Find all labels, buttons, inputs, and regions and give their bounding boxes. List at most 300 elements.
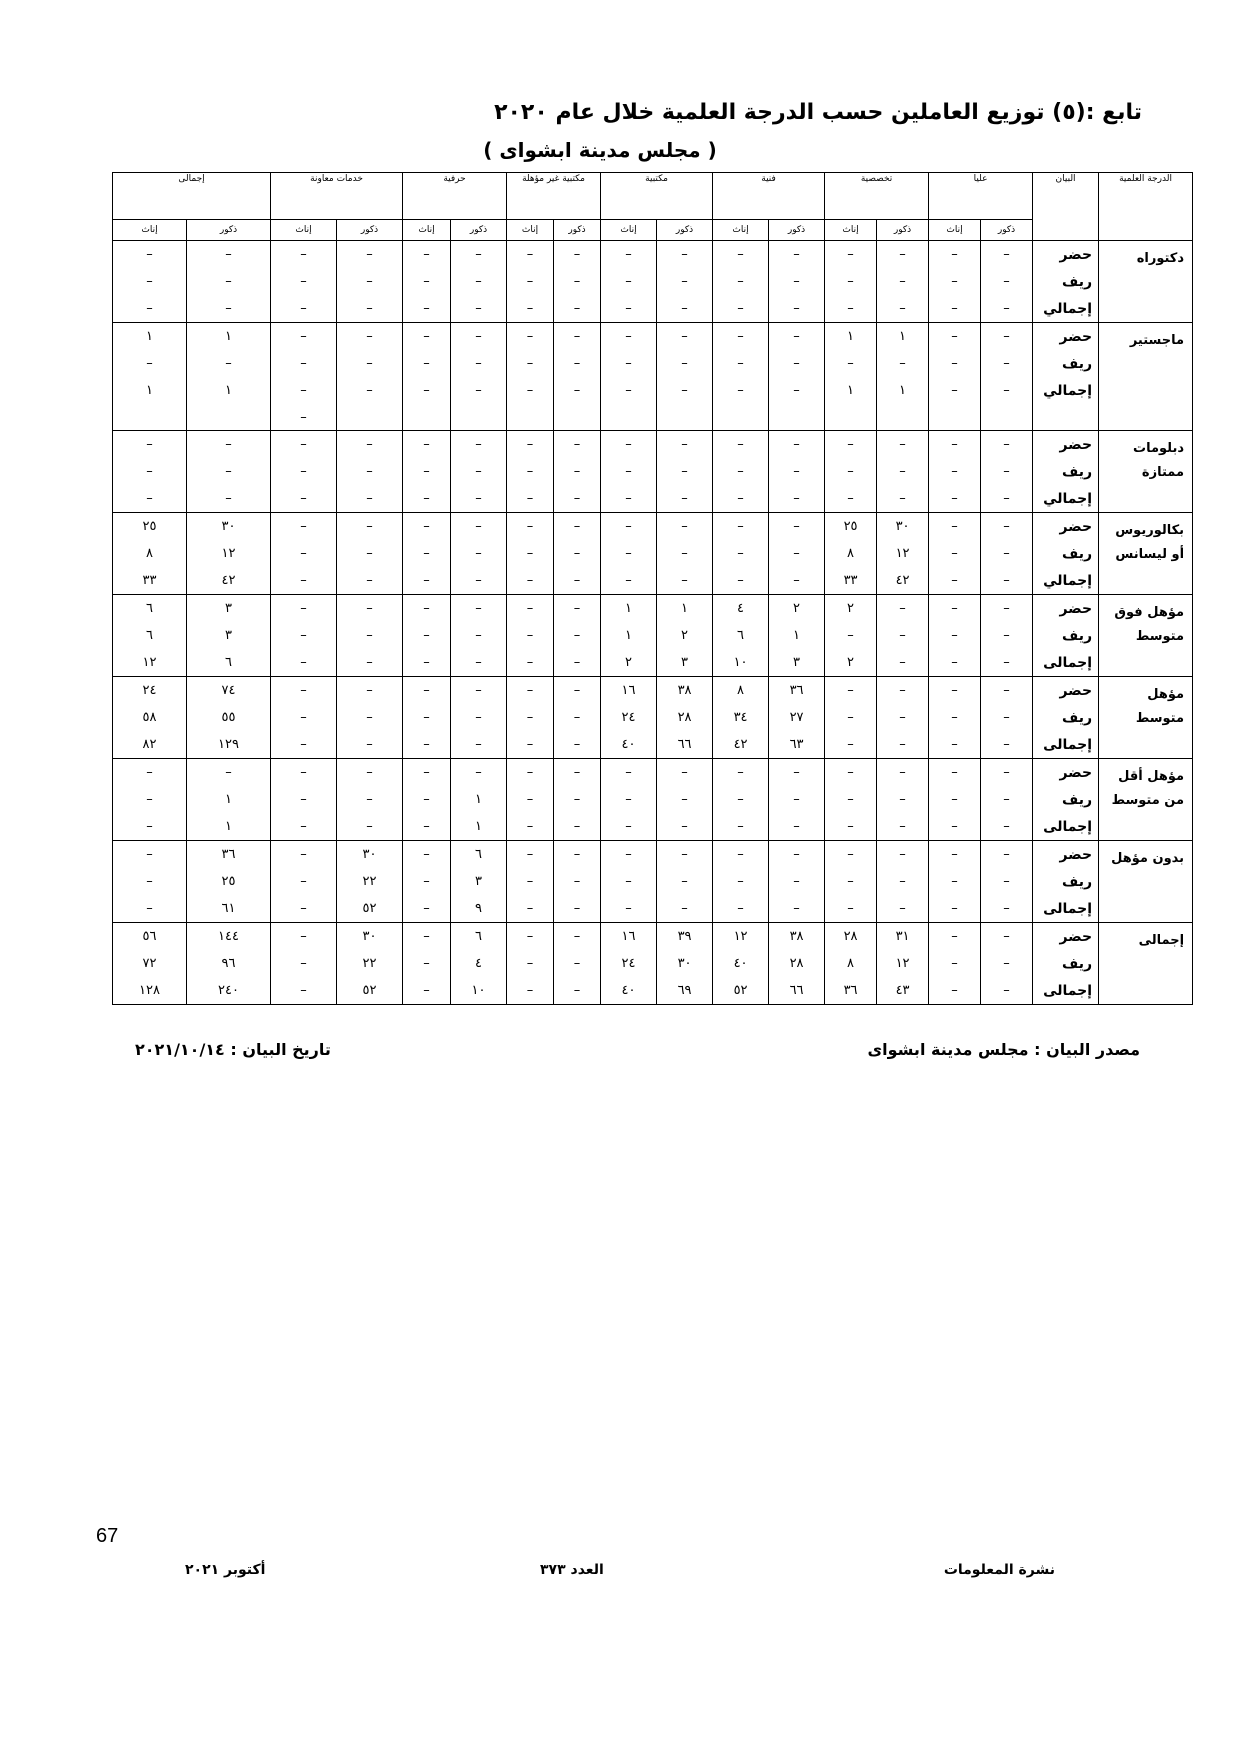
table-cell: ٣٨ — [769, 923, 825, 951]
table-row — [113, 786, 1193, 813]
table-cell: ٢٢ — [337, 868, 403, 895]
table-cell: – — [403, 458, 451, 485]
row-label: ريف — [1033, 950, 1099, 977]
table-cell: – — [825, 759, 877, 787]
table-cell: – — [337, 567, 403, 595]
table-cell: – — [337, 677, 403, 705]
table-cell: – — [403, 377, 451, 404]
table-cell: – — [929, 759, 981, 787]
table-cell: – — [981, 704, 1033, 731]
table-cell: – — [713, 841, 769, 869]
row-label: حضر — [1033, 513, 1099, 541]
table-cell — [337, 404, 403, 431]
table-cell: – — [601, 895, 657, 923]
table-cell: – — [187, 431, 271, 459]
table-cell: – — [271, 813, 337, 841]
table-cell: – — [187, 759, 271, 787]
table-cell: ١ — [187, 786, 271, 813]
header-col: إجمالى — [113, 173, 271, 220]
table-cell: – — [877, 431, 929, 459]
table-cell: – — [507, 950, 554, 977]
table-cell: – — [601, 431, 657, 459]
table-row — [113, 595, 1193, 623]
page-number: 67 — [96, 1525, 119, 1547]
table-cell: – — [451, 295, 507, 323]
table-cell: – — [271, 950, 337, 977]
table-cell: – — [601, 458, 657, 485]
table-cell: ٣٠ — [657, 950, 713, 977]
table-row — [113, 759, 1193, 787]
table-cell: – — [825, 868, 877, 895]
table-cell: – — [507, 350, 554, 377]
table-cell: – — [713, 813, 769, 841]
subheader-male: ذكور — [981, 220, 1033, 241]
table-cell: – — [601, 841, 657, 869]
table-cell: – — [713, 323, 769, 351]
table-cell: – — [713, 513, 769, 541]
table-cell: – — [451, 377, 507, 404]
table-cell: – — [271, 841, 337, 869]
table-cell: – — [554, 350, 601, 377]
table-cell: – — [769, 786, 825, 813]
table-cell: – — [877, 786, 929, 813]
table-cell: – — [337, 350, 403, 377]
table-cell: ٤٢ — [877, 567, 929, 595]
table-cell: – — [403, 677, 451, 705]
table-cell: – — [337, 241, 403, 269]
table-cell: – — [403, 950, 451, 977]
table-cell: – — [187, 350, 271, 377]
table-row — [113, 241, 1193, 269]
table-cell: – — [554, 431, 601, 459]
table-cell: – — [554, 540, 601, 567]
table-cell: – — [601, 540, 657, 567]
table-cell: – — [403, 923, 451, 951]
table-cell: ٥٨ — [113, 704, 187, 731]
table-cell: ٣٣ — [113, 567, 187, 595]
table-cell: ١٢٨ — [113, 977, 187, 1005]
header-col: مكتبية غير مؤهلة — [507, 173, 601, 220]
table-cell: – — [451, 323, 507, 351]
table-cell: – — [713, 540, 769, 567]
table-cell: – — [113, 350, 187, 377]
table-cell: – — [981, 731, 1033, 759]
table-cell: ١ — [187, 323, 271, 351]
table-cell: – — [507, 295, 554, 323]
publication-name: نشرة المعلومات — [943, 1562, 1055, 1578]
table-cell: – — [601, 786, 657, 813]
table-cell: ٨ — [713, 677, 769, 705]
table-cell: ١٦ — [601, 923, 657, 951]
table-cell: – — [713, 295, 769, 323]
table-cell — [825, 404, 877, 431]
table-cell: ٤٠ — [713, 950, 769, 977]
table-cell: – — [507, 977, 554, 1005]
header-col: فنية — [713, 173, 825, 220]
table-cell: ٢٤ — [601, 704, 657, 731]
subheader-female: إناث — [929, 220, 981, 241]
table-cell: – — [403, 485, 451, 513]
table-cell: – — [657, 895, 713, 923]
table-cell: ٨ — [113, 540, 187, 567]
table-row — [113, 895, 1193, 923]
table-cell: – — [554, 323, 601, 351]
table-cell: – — [507, 458, 554, 485]
table-cell: – — [981, 241, 1033, 269]
table-cell: – — [929, 977, 981, 1005]
table-cell: – — [981, 567, 1033, 595]
table-cell: – — [554, 786, 601, 813]
table-cell: ١ — [113, 377, 187, 404]
table-cell: – — [877, 649, 929, 677]
subheader-female: إناث — [825, 220, 877, 241]
table-cell: – — [657, 377, 713, 404]
table-cell: ١ — [187, 813, 271, 841]
table-cell: – — [113, 458, 187, 485]
table-cell: – — [403, 759, 451, 787]
table-cell: – — [507, 241, 554, 269]
table-cell: – — [451, 485, 507, 513]
degree-label: بكالوريوس أو ليسانس — [1099, 513, 1193, 595]
table-cell: – — [271, 567, 337, 595]
degree-label: مؤهل فوق متوسط — [1099, 595, 1193, 677]
subheader-male: ذكور — [451, 220, 507, 241]
table-row — [113, 350, 1193, 377]
table-cell: – — [451, 540, 507, 567]
table-cell: ١٢ — [187, 540, 271, 567]
table-cell: – — [981, 540, 1033, 567]
table-cell: ١٠ — [713, 649, 769, 677]
table-cell: – — [877, 731, 929, 759]
table-cell: ٦١ — [187, 895, 271, 923]
table-cell: – — [877, 295, 929, 323]
table-cell: – — [929, 513, 981, 541]
table-row — [113, 622, 1193, 649]
table-cell: – — [601, 377, 657, 404]
subheader-male: ذكور — [877, 220, 929, 241]
table-cell: – — [981, 813, 1033, 841]
table-cell: ٧٢ — [113, 950, 187, 977]
table-row — [113, 377, 1193, 404]
subheader-male: ذكور — [554, 220, 601, 241]
table-cell: ٣ — [187, 595, 271, 623]
table-cell: ٦ — [451, 841, 507, 869]
table-cell: ٤٢ — [187, 567, 271, 595]
table-cell: – — [713, 485, 769, 513]
table-cell: ١٢ — [877, 950, 929, 977]
table-cell: – — [825, 731, 877, 759]
row-label: ريف — [1033, 868, 1099, 895]
table-cell: – — [554, 841, 601, 869]
table-cell: – — [554, 923, 601, 951]
table-cell: – — [601, 567, 657, 595]
table-row — [113, 323, 1193, 351]
table-cell: – — [554, 704, 601, 731]
table-cell: – — [403, 268, 451, 295]
table-cell: – — [981, 977, 1033, 1005]
table-cell: – — [507, 622, 554, 649]
table-cell: – — [271, 649, 337, 677]
table-cell: – — [981, 323, 1033, 351]
table-cell: – — [271, 485, 337, 513]
table-cell: ٣ — [769, 649, 825, 677]
table-cell: – — [507, 431, 554, 459]
subheader-female: إناث — [713, 220, 769, 241]
table-cell: – — [554, 377, 601, 404]
table-row — [113, 977, 1193, 1005]
table-cell: – — [929, 786, 981, 813]
table-cell: ٣ — [657, 649, 713, 677]
table-cell: – — [507, 677, 554, 705]
table-cell: ١٢ — [113, 649, 187, 677]
table-cell: ٣٦ — [187, 841, 271, 869]
table-cell: – — [825, 241, 877, 269]
table-row — [113, 431, 1193, 459]
table-cell: – — [271, 677, 337, 705]
table-cell: – — [769, 350, 825, 377]
table-cell: ١ — [601, 622, 657, 649]
table-row — [113, 268, 1193, 295]
table-cell: – — [601, 485, 657, 513]
table-cell: – — [713, 350, 769, 377]
row-label: إجمالى — [1033, 649, 1099, 677]
table-cell: ٢٥ — [825, 513, 877, 541]
table-cell: – — [657, 786, 713, 813]
table-cell: – — [554, 731, 601, 759]
table-cell: – — [825, 458, 877, 485]
table-cell: – — [713, 567, 769, 595]
table-cell: – — [657, 241, 713, 269]
table-cell: – — [113, 268, 187, 295]
table-cell: – — [554, 513, 601, 541]
table-cell — [981, 404, 1033, 431]
table-cell: ٩٦ — [187, 950, 271, 977]
table-cell: ١ — [451, 786, 507, 813]
table-cell: ٣٠ — [187, 513, 271, 541]
table-cell: – — [981, 759, 1033, 787]
table-cell: – — [187, 241, 271, 269]
row-label: ريف — [1033, 350, 1099, 377]
table-cell: – — [451, 704, 507, 731]
table-cell: ٢ — [825, 595, 877, 623]
table-cell: – — [981, 923, 1033, 951]
table-cell: – — [403, 977, 451, 1005]
table-cell: – — [601, 759, 657, 787]
table-cell: ١ — [877, 323, 929, 351]
table-cell: – — [403, 622, 451, 649]
table-cell: ٢ — [825, 649, 877, 677]
table-cell: – — [929, 540, 981, 567]
table-cell: ٢٥ — [187, 868, 271, 895]
table-cell: – — [507, 895, 554, 923]
table-cell: – — [825, 677, 877, 705]
subheader-male: ذكور — [187, 220, 271, 241]
table-cell: – — [507, 813, 554, 841]
issue-number: العدد ٣٧٣ — [540, 1562, 604, 1578]
table-cell: – — [337, 323, 403, 351]
table-cell: – — [507, 868, 554, 895]
degree-label: مؤهل متوسط — [1099, 677, 1193, 759]
row-label: إجمالي — [1033, 295, 1099, 323]
table-cell: ٣٠ — [337, 923, 403, 951]
table-cell: – — [403, 786, 451, 813]
table-cell: – — [337, 649, 403, 677]
table-cell: – — [877, 895, 929, 923]
table-cell: – — [271, 704, 337, 731]
table-row — [113, 567, 1193, 595]
table-cell: ٢٨ — [769, 950, 825, 977]
table-row — [113, 868, 1193, 895]
table-cell: – — [713, 868, 769, 895]
table-cell: – — [769, 895, 825, 923]
row-label: ريف — [1033, 704, 1099, 731]
table-cell: – — [337, 731, 403, 759]
table-cell: – — [507, 841, 554, 869]
page-subtitle: ( مجلس مدينة ابشواى ) — [483, 138, 717, 162]
table-cell: ٢٨ — [825, 923, 877, 951]
table-cell: ٦٣ — [769, 731, 825, 759]
table-cell: ١٢ — [713, 923, 769, 951]
table-cell: – — [403, 241, 451, 269]
table-cell: ٣٤ — [713, 704, 769, 731]
table-cell: – — [337, 704, 403, 731]
table-cell: – — [877, 841, 929, 869]
table-cell: – — [713, 377, 769, 404]
table-cell: – — [403, 813, 451, 841]
table-cell: – — [657, 868, 713, 895]
table-cell: ٥٥ — [187, 704, 271, 731]
table-cell: – — [929, 295, 981, 323]
table-cell: – — [451, 649, 507, 677]
table-cell: – — [825, 268, 877, 295]
table-cell: ١٠ — [451, 977, 507, 1005]
table-cell: – — [507, 268, 554, 295]
table-cell: – — [113, 841, 187, 869]
table-cell: – — [337, 813, 403, 841]
table-cell: ٢ — [769, 595, 825, 623]
table-cell: ١ — [113, 323, 187, 351]
table-cell: – — [825, 704, 877, 731]
row-label: ريف — [1033, 540, 1099, 567]
table-cell: – — [769, 377, 825, 404]
table-cell: – — [403, 595, 451, 623]
subheader-male: ذكور — [337, 220, 403, 241]
table-cell: ٨ — [825, 950, 877, 977]
table-cell: ١٢٩ — [187, 731, 271, 759]
row-label: حضر — [1033, 841, 1099, 869]
table-cell: – — [981, 295, 1033, 323]
table-cell: ٤٠ — [601, 731, 657, 759]
table-cell: – — [657, 540, 713, 567]
table-cell — [113, 404, 187, 431]
table-cell: – — [451, 759, 507, 787]
table-cell: – — [713, 786, 769, 813]
table-cell: – — [657, 350, 713, 377]
table-cell: – — [507, 649, 554, 677]
header-col: مكتبية — [601, 173, 713, 220]
table-cell — [507, 404, 554, 431]
table-cell: – — [337, 377, 403, 404]
table-cell: – — [554, 813, 601, 841]
table-cell: – — [187, 295, 271, 323]
table-cell — [554, 404, 601, 431]
table-cell — [713, 404, 769, 431]
table-cell: – — [337, 431, 403, 459]
page-title: تابع :(٥) توزيع العاملين حسب الدرجة العلمية خلال عام ٢٠٢٠ — [494, 100, 1142, 125]
table-cell: – — [769, 868, 825, 895]
table-cell: – — [403, 895, 451, 923]
table-cell: – — [507, 377, 554, 404]
header-col: عليا — [929, 173, 1033, 220]
table-cell — [929, 404, 981, 431]
table-cell: – — [769, 540, 825, 567]
table-cell: – — [271, 895, 337, 923]
table-row — [113, 677, 1193, 705]
table-cell: – — [271, 868, 337, 895]
table-cell: – — [507, 485, 554, 513]
header-degree: الدرجة العلمية — [1099, 173, 1193, 241]
degree-label: دكتوراه — [1099, 241, 1193, 323]
subheader-male: ذكور — [657, 220, 713, 241]
table-cell: – — [403, 731, 451, 759]
table-cell: – — [713, 268, 769, 295]
table-cell: – — [657, 813, 713, 841]
row-label: حضر — [1033, 677, 1099, 705]
table-cell: – — [403, 567, 451, 595]
table-cell: – — [451, 241, 507, 269]
table-cell: – — [601, 350, 657, 377]
table-cell — [451, 404, 507, 431]
table-cell: – — [554, 622, 601, 649]
table-cell — [601, 404, 657, 431]
table-cell: – — [554, 677, 601, 705]
table-cell: – — [713, 241, 769, 269]
table-row — [113, 649, 1193, 677]
table-cell: ٣٠ — [337, 841, 403, 869]
table-cell: – — [451, 431, 507, 459]
table-cell: – — [601, 868, 657, 895]
table-cell — [657, 404, 713, 431]
table-cell: – — [113, 485, 187, 513]
degree-label: مؤهل أقل من متوسط — [1099, 759, 1193, 841]
table-cell: – — [507, 731, 554, 759]
table-cell: – — [981, 595, 1033, 623]
table-cell: – — [271, 731, 337, 759]
table-cell: – — [713, 759, 769, 787]
table-cell: – — [271, 513, 337, 541]
data-source: مصدر البيان : مجلس مدينة ابشواى — [867, 1040, 1140, 1059]
table-cell: – — [113, 786, 187, 813]
table-cell: ٢٤ — [113, 677, 187, 705]
table-row — [113, 485, 1193, 513]
table-cell: – — [403, 868, 451, 895]
table-cell: – — [507, 567, 554, 595]
table-cell: – — [657, 513, 713, 541]
table-cell: – — [657, 759, 713, 787]
table-cell: – — [271, 977, 337, 1005]
table-cell: – — [451, 350, 507, 377]
table-cell: – — [929, 595, 981, 623]
table-cell: ٥٢ — [337, 895, 403, 923]
table-cell: – — [657, 431, 713, 459]
table-cell: – — [981, 350, 1033, 377]
table-cell: – — [877, 350, 929, 377]
table-cell: ٤ — [451, 950, 507, 977]
table-cell: – — [825, 350, 877, 377]
table-cell: ٢ — [601, 649, 657, 677]
table-cell: – — [657, 458, 713, 485]
table-cell: – — [657, 485, 713, 513]
